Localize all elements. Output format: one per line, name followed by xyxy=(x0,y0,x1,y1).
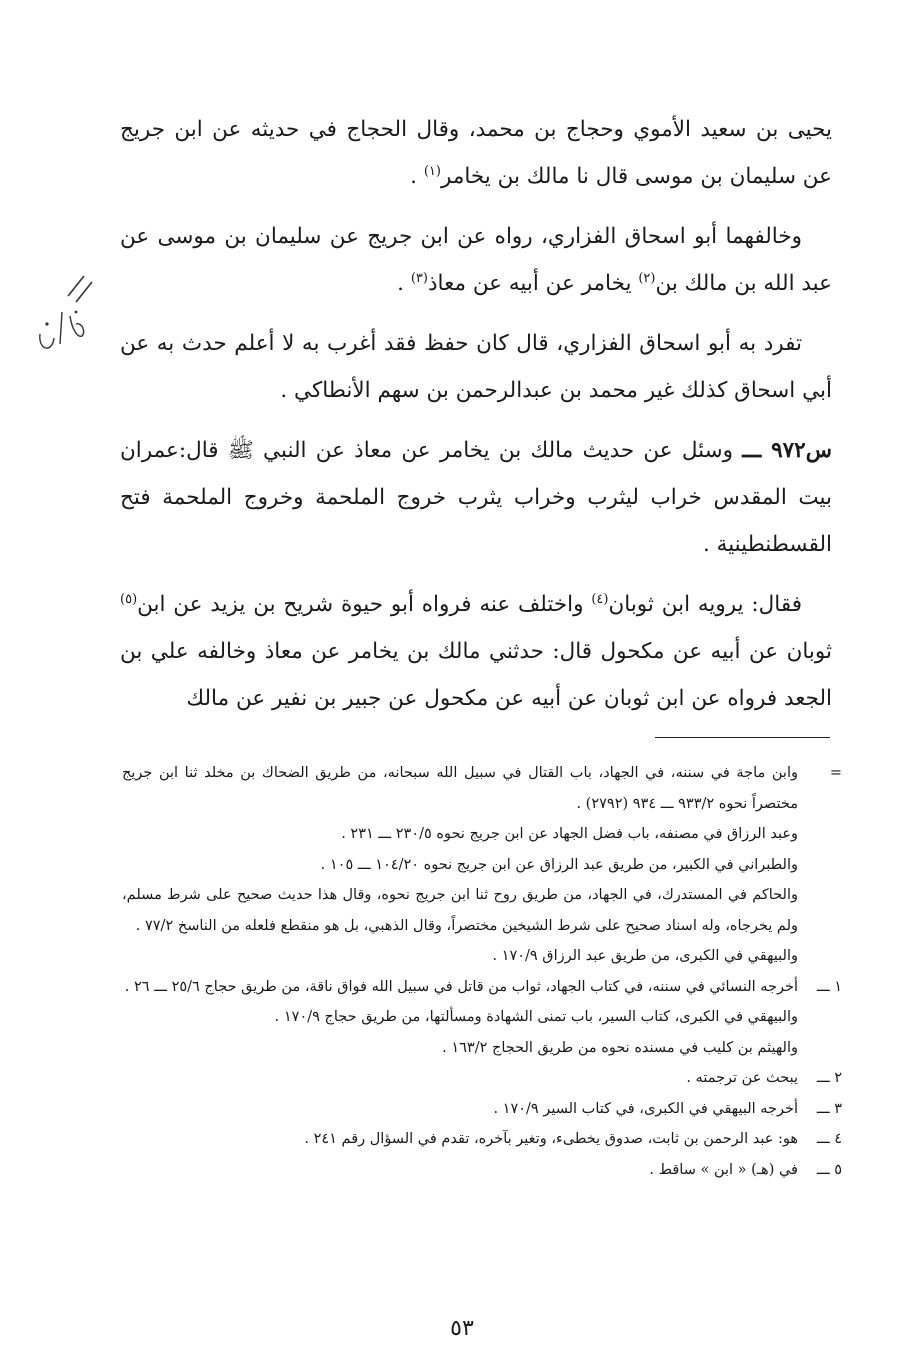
paragraph-1: يحيى بن سعيد الأموي وحجاج بن محمد، وقال الحجاج في حديثه عن ابن جريج عن سليمان بن موسى قال نا مالك بن يخامر$^{(١)}$ . xyxy=(120,117,832,189)
footnote-4: ٤ ـــ هو: عبد الرحمن بن ثابت، صدوق يخطىء، وتغير بآخره، تقدم في السؤال رقم ٢٤١ . xyxy=(304,1131,842,1147)
footnote-1: ١ ـــ أخرجه النسائي في سننه، في كتاب الجهاد، ثواب من قاتل في سبيل الله فواق ناقة، من طريق حجاج ٢٥/٦ ـــ ٢٦ . والبيهقي في الكبرى، كتاب السير، باب تمنى الشهادة ومسألتها، من طريق حجاج ١٧٠/٩ . والهيثم بن كليب في مسنده نحوه من طريق الحجاج ١٦٣/٢ . xyxy=(124,978,842,1056)
page-number: ٥٣ xyxy=(450,1316,474,1341)
footnote-ref-1[interactable]: (١) xyxy=(423,163,441,179)
footnote-ref-5[interactable]: (٥) xyxy=(120,591,138,607)
footnote-continued: = وابن ماجة في سننه، في الجهاد، باب القتال في سبيل الله سبحانه، من طريق الضحاك بن مخلد ثنا ابن جريج مختصراً نحوه ٩٣٣/٢ ـــ ٩٣٤ (٢٧٩٢) . وعبد الرزاق في مصنفه، باب فضل الجهاد عن ابن جريج نحوه ٢٣٠/٥ ـــ ٢٣١ . والطبراني في الكبير، من طريق عبد الرزاق عن ابن جريج نحوه ١٠٤/٢٠ ـــ ١٠٥ . والحاكم في المستدرك، في الجهاد، من طريق روح ثنا ابن جريج نحوه، وقال هذا حديث صحيح على شرط مسلم، ولم يخرجاه، وله اسناد صحيح على شرط الشيخين مختصراً، وقال الذهبي، بل هو منقطع فلعله من الناسخ ٧٧/٢ . والبيهقي في الكبرى، من طريق عبد الرزاق ١٧٠/٩ . xyxy=(122,758,842,972)
footnote-ref-4[interactable]: (٤) xyxy=(591,591,609,607)
footnote-ref-3[interactable]: (٣) xyxy=(410,270,428,286)
question-text: وسئل عن حديث مالك بن يخامر عن معاذ عن النبي ﷺ قال:عمران بيت المقدس خراب ليثرب وخراب يثرب خروج الملحمة وخروج الملحمة فتح القسطنطينية . xyxy=(120,438,832,557)
handwritten-margin-note xyxy=(32,272,102,362)
main-text-body xyxy=(120,106,832,735)
paragraph-5: فقال: يرويه ابن ثوبان$^{(٤)}$ واختلف عنه فرواه أبو حيوة شريح بن يزيد عن ابن$^{(٥)}$ ثوبان عن أبيه عن مكحول قال: حدثني مالك بن يخامر عن معاذ وخالفه علي بن الجعد فرواه عن ابن ثوبان عن أبيه عن مكحول عن جبير بن نفير عن مالك xyxy=(120,591,832,711)
footnote-separator xyxy=(655,737,830,738)
footnotes-section xyxy=(122,758,842,1185)
paragraph-2: وخالفهما أبو اسحاق الفزاري، رواه عن ابن جريج عن سليمان بن موسى عن عبد الله بن مالك بن$^{(٢)}$ يخامر عن أبيه عن معاذ$^{(٣)}$ . xyxy=(120,224,832,296)
question-number: س٩٧٢ ـــ xyxy=(742,438,832,463)
footnote-3: ٣ ـــ أخرجه البيهقي في الكبرى، في كتاب السير ١٧٠/٩ . xyxy=(493,1100,842,1117)
footnote-5: ٥ ـــ في (هـ) « ابن » ساقط . xyxy=(649,1161,842,1178)
continuation-mark: = xyxy=(829,765,842,781)
paragraph-3: تفرد به أبو اسحاق الفزاري، قال كان حفظ فقد أغرب به لا أعلم حدث به عن أبي اسحاق كذلك غير محمد بن عبدالرحمن بن سهم الأنطاكي . xyxy=(120,331,832,403)
footnote-ref-2[interactable]: (٢) xyxy=(638,270,656,286)
question-972 xyxy=(120,427,832,568)
footnote-2: ٢ ـــ يبحث عن ترجمته . xyxy=(686,1070,842,1086)
